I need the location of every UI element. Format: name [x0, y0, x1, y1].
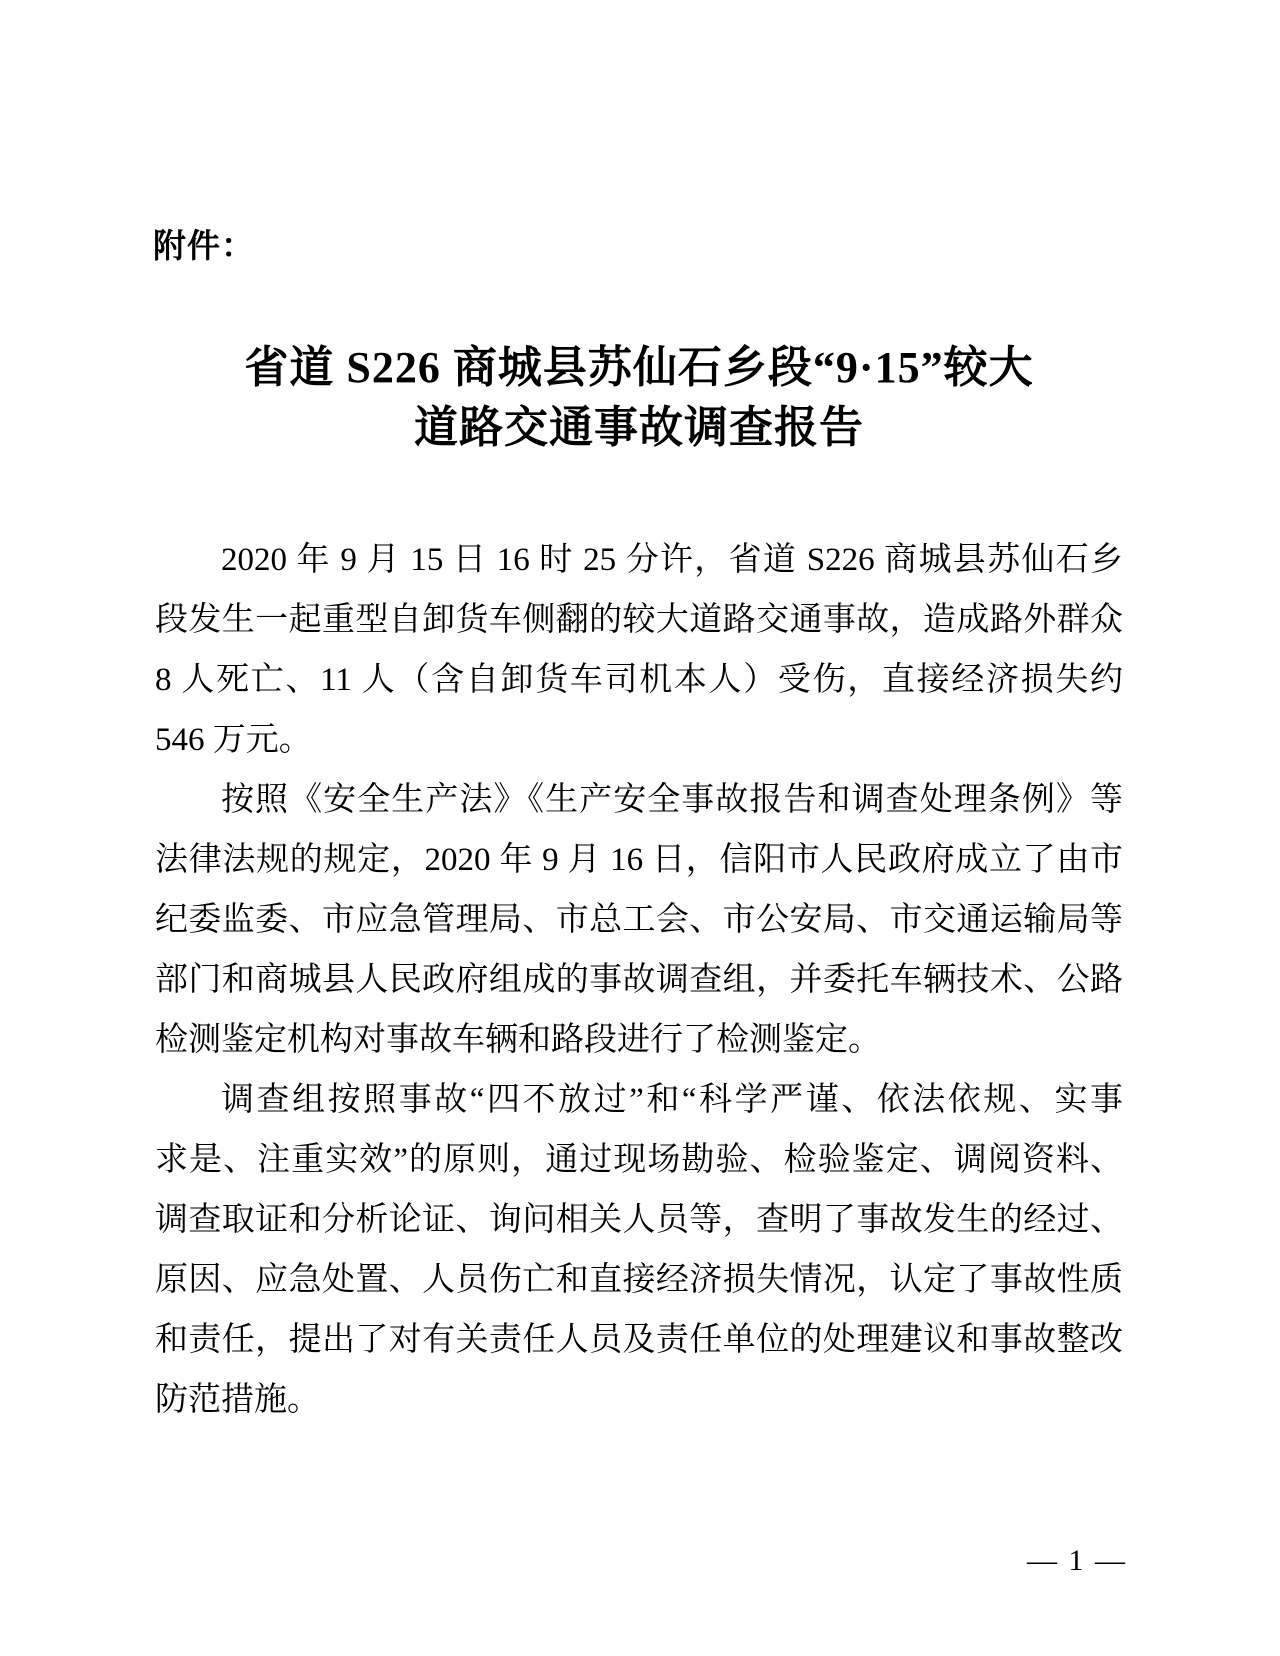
title-line-2: 道路交通事故调查报告 [414, 403, 864, 452]
body-line: 原因、应急处置、人员伤亡和直接经济损失情况，认定了事故性质 [155, 1262, 1123, 1298]
document-body [155, 530, 1123, 1430]
body-line: 调查取证和分析论证、询问相关人员等，查明了事故发生的经过、 [155, 1202, 1123, 1238]
body-line: 按照《安全生产法》《生产安全事故报告和调查处理条例》等 [221, 782, 1123, 818]
title-line-1: 省道 S226 商城县苏仙石乡段“9·15”较大 [244, 343, 1034, 392]
body-line: 防范措施。 [155, 1382, 320, 1418]
paragraph-3 [155, 1070, 1123, 1430]
body-line: 部门和商城县人民政府组成的事故调查组，并委托车辆技术、公路 [155, 962, 1123, 998]
document-title [155, 338, 1123, 458]
body-line: 调查组按照事故“四不放过”和“科学严谨、依法依规、实事 [221, 1082, 1123, 1118]
paragraph-2 [155, 770, 1123, 1070]
paragraph-1 [155, 530, 1123, 770]
body-line: 和责任，提出了对有关责任人员及责任单位的处理建议和事故整改 [155, 1322, 1123, 1358]
body-line: 纪委监委、市应急管理局、市总工会、市公安局、市交通运输局等 [155, 902, 1123, 938]
page-number: — 1 — [1027, 1544, 1127, 1577]
body-line: 段发生一起重型自卸货车侧翻的较大道路交通事故，造成路外群众 [155, 602, 1123, 638]
body-line: 8 人死亡、11 人（含自卸货车司机本人）受伤，直接经济损失约 [155, 662, 1123, 698]
body-line: 求是、注重实效”的原则，通过现场勘验、检验鉴定、调阅资料、 [155, 1142, 1123, 1178]
body-line: 546 万元。 [155, 722, 312, 758]
body-line: 法律法规的规定，2020 年 9 月 16 日，信阳市人民政府成立了由市 [155, 842, 1123, 878]
attachment-label: 附件： [153, 229, 255, 265]
body-line: 检测鉴定机构对事故车辆和路段进行了检测鉴定。 [155, 1022, 881, 1058]
body-line: 2020 年 9 月 15 日 16 时 25 分许，省道 S226 商城县苏仙石乡 [221, 542, 1123, 578]
